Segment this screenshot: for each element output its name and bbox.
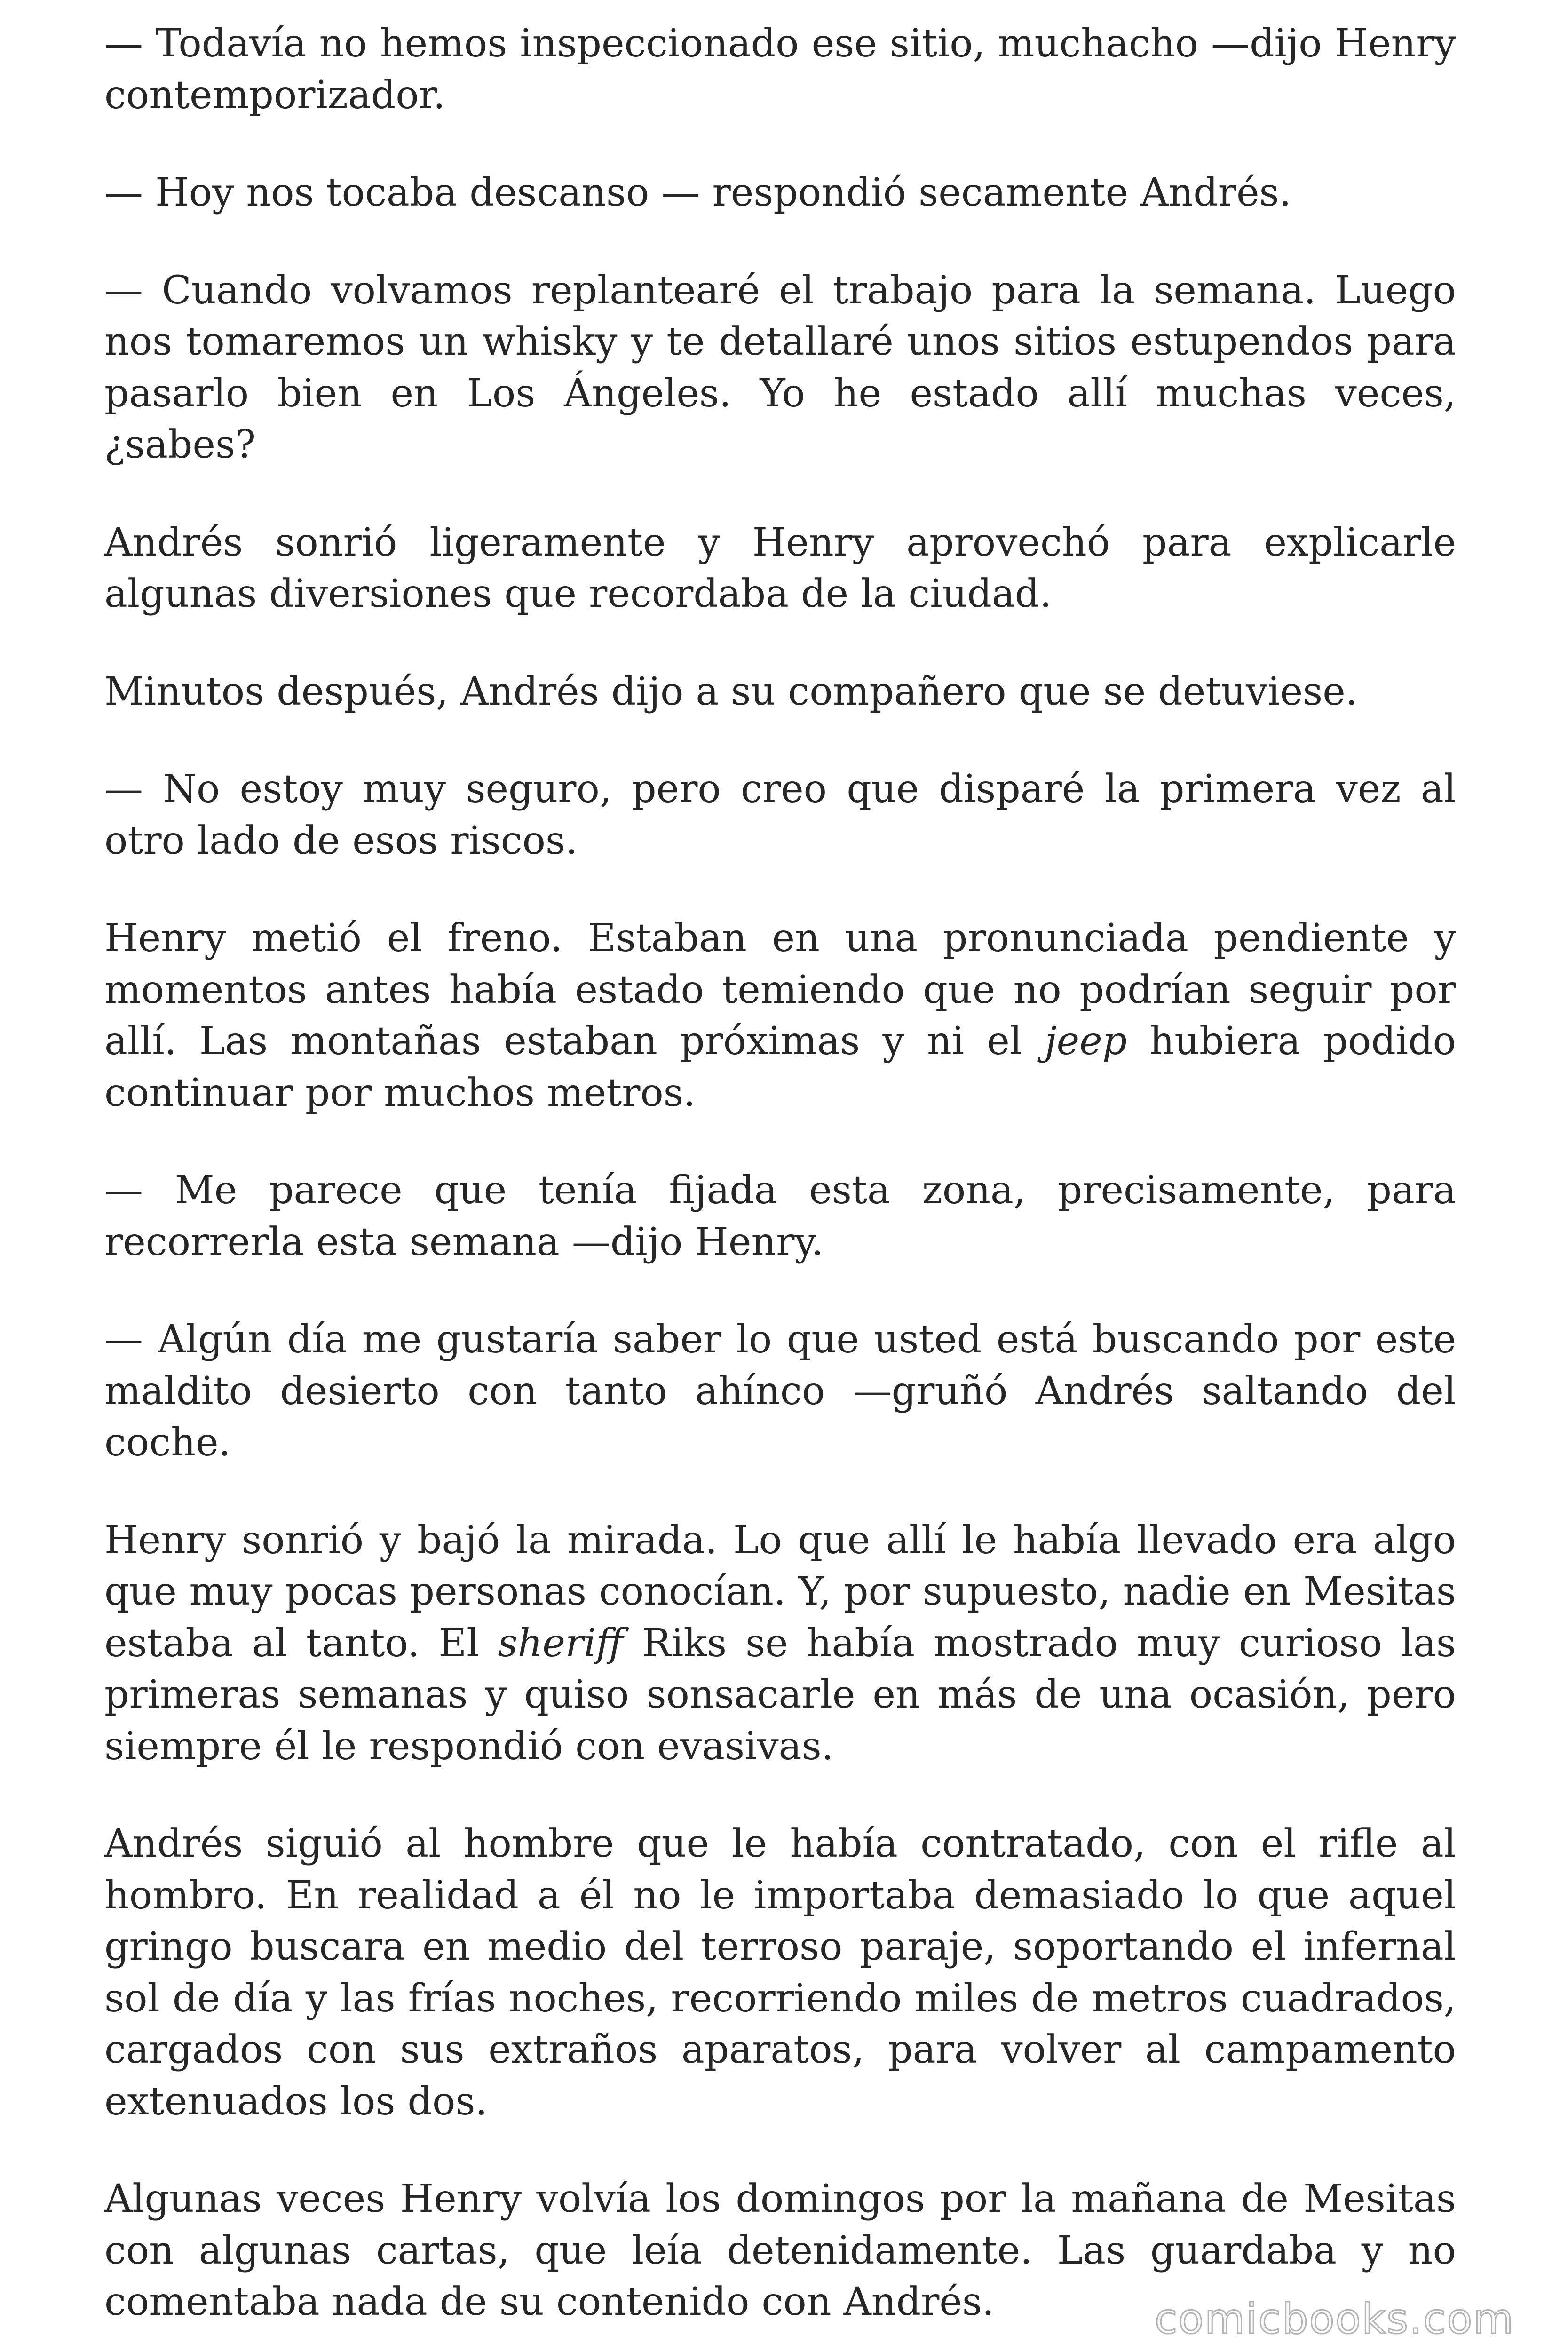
paragraph xyxy=(104,913,1456,1119)
text-run: hubiera podido continuar por muchos metros. xyxy=(104,1019,1456,1115)
text-run: — Me parece que tenía fijada esta zona, precisamente, para recorrerla esta semana —dijo Henry. xyxy=(104,1168,1456,1264)
paragraph xyxy=(104,666,1456,718)
paragraph xyxy=(104,18,1456,121)
text-run: — Cuando volvamos replantearé el trabajo para la semana. Luego nos tomaremos un whisky y te detallaré unos sitios estupendos para pasarlo bien en Los Ángeles. Yo he estado allí muchas veces, ¿sabes? xyxy=(104,268,1456,467)
text-run: Andrés siguió al hombre que le había contratado, con el rifle al hombro. En realidad a él no le importaba demasiado lo que aquel gringo buscara en medio del terroso paraje, soportando el infernal sol de día y las frías noches, recorriendo miles de metros cuadrados, cargados con sus extraños aparatos, para volver al campamento extenuados los dos. xyxy=(104,1821,1456,2124)
italic-word: jeep xyxy=(1045,1019,1127,1064)
watermark-logo: comicbooks.com xyxy=(1155,2295,1515,2343)
text-run: — Todavía no hemos inspeccionado ese sitio, muchacho —dijo Henry contemporizador. xyxy=(104,21,1456,118)
book-page-text xyxy=(104,18,1456,2352)
italic-word: sheriff xyxy=(498,1621,624,1666)
text-run: Riks se había mostrado muy curioso las primeras semanas y quiso sonsacarle en más de una ocasión, pero siempre él le respondió con evasivas. xyxy=(104,1621,1456,1769)
text-run: Minutos después, Andrés dijo a su compañero que se detuviese. xyxy=(104,669,1358,714)
text-run: — Algún día me gustaría saber lo que usted está buscando por este maldito desierto con tanto ahínco —gruñó Andrés saltando del coche. xyxy=(104,1317,1456,1465)
text-run: Henry metió el freno. Estaban en una pronunciada pendiente y momentos antes había estado temiendo que no podrían seguir por allí. Las montañas estaban próximas y ni el xyxy=(104,916,1456,1064)
paragraph xyxy=(104,1165,1456,1268)
text-run: — No estoy muy seguro, pero creo que disparé la primera vez al otro lado de esos riscos. xyxy=(104,767,1456,863)
paragraph xyxy=(104,517,1456,620)
paragraph xyxy=(104,167,1456,219)
text-run: Henry sonrió y bajó la mirada. Lo que allí le había llevado era algo que muy pocas personas conocían. Y, por supuesto, nadie en Mesitas estaba al tanto. El xyxy=(104,1518,1456,1666)
paragraph xyxy=(104,265,1456,471)
paragraph xyxy=(104,1314,1456,1469)
paragraph xyxy=(104,1515,1456,1772)
text-run: Algunas veces Henry volvía los domingos por la mañana de Mesitas con algunas cartas, que leía detenidamente. Las guardaba y no comentaba nada de su contenido con Andrés. xyxy=(104,2177,1456,2324)
paragraph xyxy=(104,763,1456,866)
text-run: — Hoy nos tocaba descanso — respondió secamente Andrés. xyxy=(104,170,1291,215)
paragraph xyxy=(104,1818,1456,2127)
text-run: Andrés sonrió ligeramente y Henry aprovechó para explicarle algunas diversiones que recordaba de la ciudad. xyxy=(104,520,1456,616)
